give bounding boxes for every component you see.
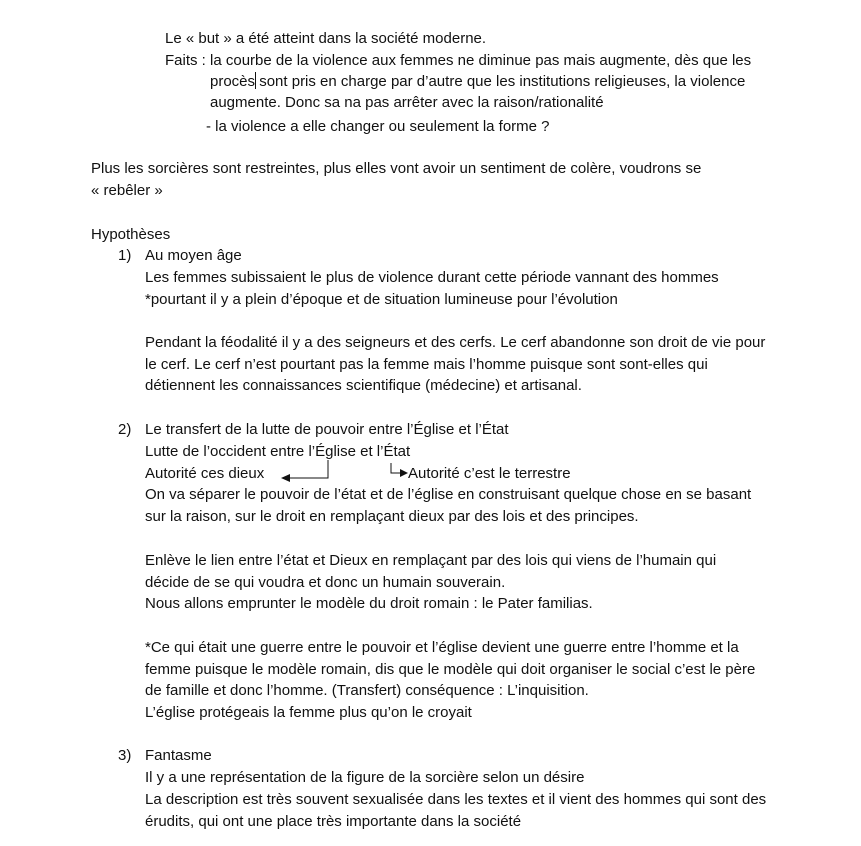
diagram-label-right: Autorité c’est le terrestre <box>408 465 571 482</box>
list-item-title: Au moyen âge <box>145 247 242 264</box>
text-line: décide de se qui voudra et donc un humain souverain. <box>145 574 506 591</box>
text-line: « rebêler » <box>91 182 163 199</box>
text-line: le cerf. Le cerf n’est pourtant pas la femme mais l’homme puisque sont sont-elles qui <box>145 356 708 373</box>
text-line: augmente. Donc sa na pas arrêter avec la raison/rationalité <box>210 94 604 111</box>
text-fragment: sont pris en charge par d’autre que les institutions religieuses, la violence <box>259 73 746 90</box>
text-cursor <box>255 72 256 89</box>
text-line: On va séparer le pouvoir de l’état et de l’église en construisant quelque chose en se basant <box>145 486 752 503</box>
diagram-label-left: Autorité ces dieux <box>145 465 265 482</box>
list-item-title: Fantasme <box>145 747 212 764</box>
text-line: femme puisque le modèle romain, dis que le modèle qui doit organiser le social c’est le père <box>145 661 756 678</box>
right-arrow <box>391 463 402 473</box>
list-number: 1) <box>118 247 132 264</box>
text-fragment: procès <box>210 73 256 90</box>
text-line: Enlève le lien entre l’état et Dieux en remplaçant par des lois qui viens de l’humain qui <box>145 552 717 569</box>
text-line: de famille et donc l’homme. (Transfert) conséquence : L’inquisition. <box>145 682 589 699</box>
text-line: Les femmes subissaient le plus de violence durant cette période vannant des hommes <box>145 269 719 286</box>
text-line: - la violence a elle changer ou seulement la forme ? <box>206 118 550 135</box>
list-item-title: Le transfert de la lutte de pouvoir entre l’Église et l’État <box>145 421 509 438</box>
text-line: *Ce qui était une guerre entre le pouvoir et l’église devient une guerre entre l’homme et la <box>145 639 739 656</box>
text-line: Plus les sorcières sont restreintes, plus elles vont avoir un sentiment de colère, voudrons se <box>91 160 702 177</box>
text-line <box>210 72 745 92</box>
text-line: Le « but » a été atteint dans la société moderne. <box>165 30 487 47</box>
text-line: Lutte de l’occident entre l’Église et l’État <box>145 443 411 460</box>
text-line: détiennent les connaissances scientifique (médecine) et artisanal. <box>145 377 582 394</box>
text-line: sur la raison, sur le droit en remplaçant dieux par des lois et des principes. <box>145 508 639 525</box>
section-heading: Hypothèses <box>91 226 171 243</box>
text-line: érudits, qui ont une place très importante dans la société <box>145 813 522 830</box>
list-number: 3) <box>118 747 132 764</box>
text-line: L’église protégeais la femme plus qu’on le croyait <box>145 704 472 721</box>
text-line: Nous allons emprunter le modèle du droit romain : le Pater familias. <box>145 595 593 612</box>
text-line: *pourtant il y a plein d’époque et de situation lumineuse pour l’évolution <box>145 291 618 308</box>
text-line: Pendant la féodalité il y a des seigneurs et des cerfs. Le cerf abandonne son droit de vie pour <box>145 334 766 351</box>
left-arrow-head <box>281 474 290 482</box>
left-arrow <box>288 460 328 478</box>
right-arrow-head <box>400 469 408 477</box>
list-number: 2) <box>118 421 132 438</box>
text-line: La description est très souvent sexualisée dans les textes et il vient des hommes qui sont des <box>145 791 767 808</box>
text-line: Il y a une représentation de la figure de la sorcière selon un désire <box>145 769 585 786</box>
text-line: Faits : la courbe de la violence aux femmes ne diminue pas mais augmente, dès que les <box>165 52 752 69</box>
